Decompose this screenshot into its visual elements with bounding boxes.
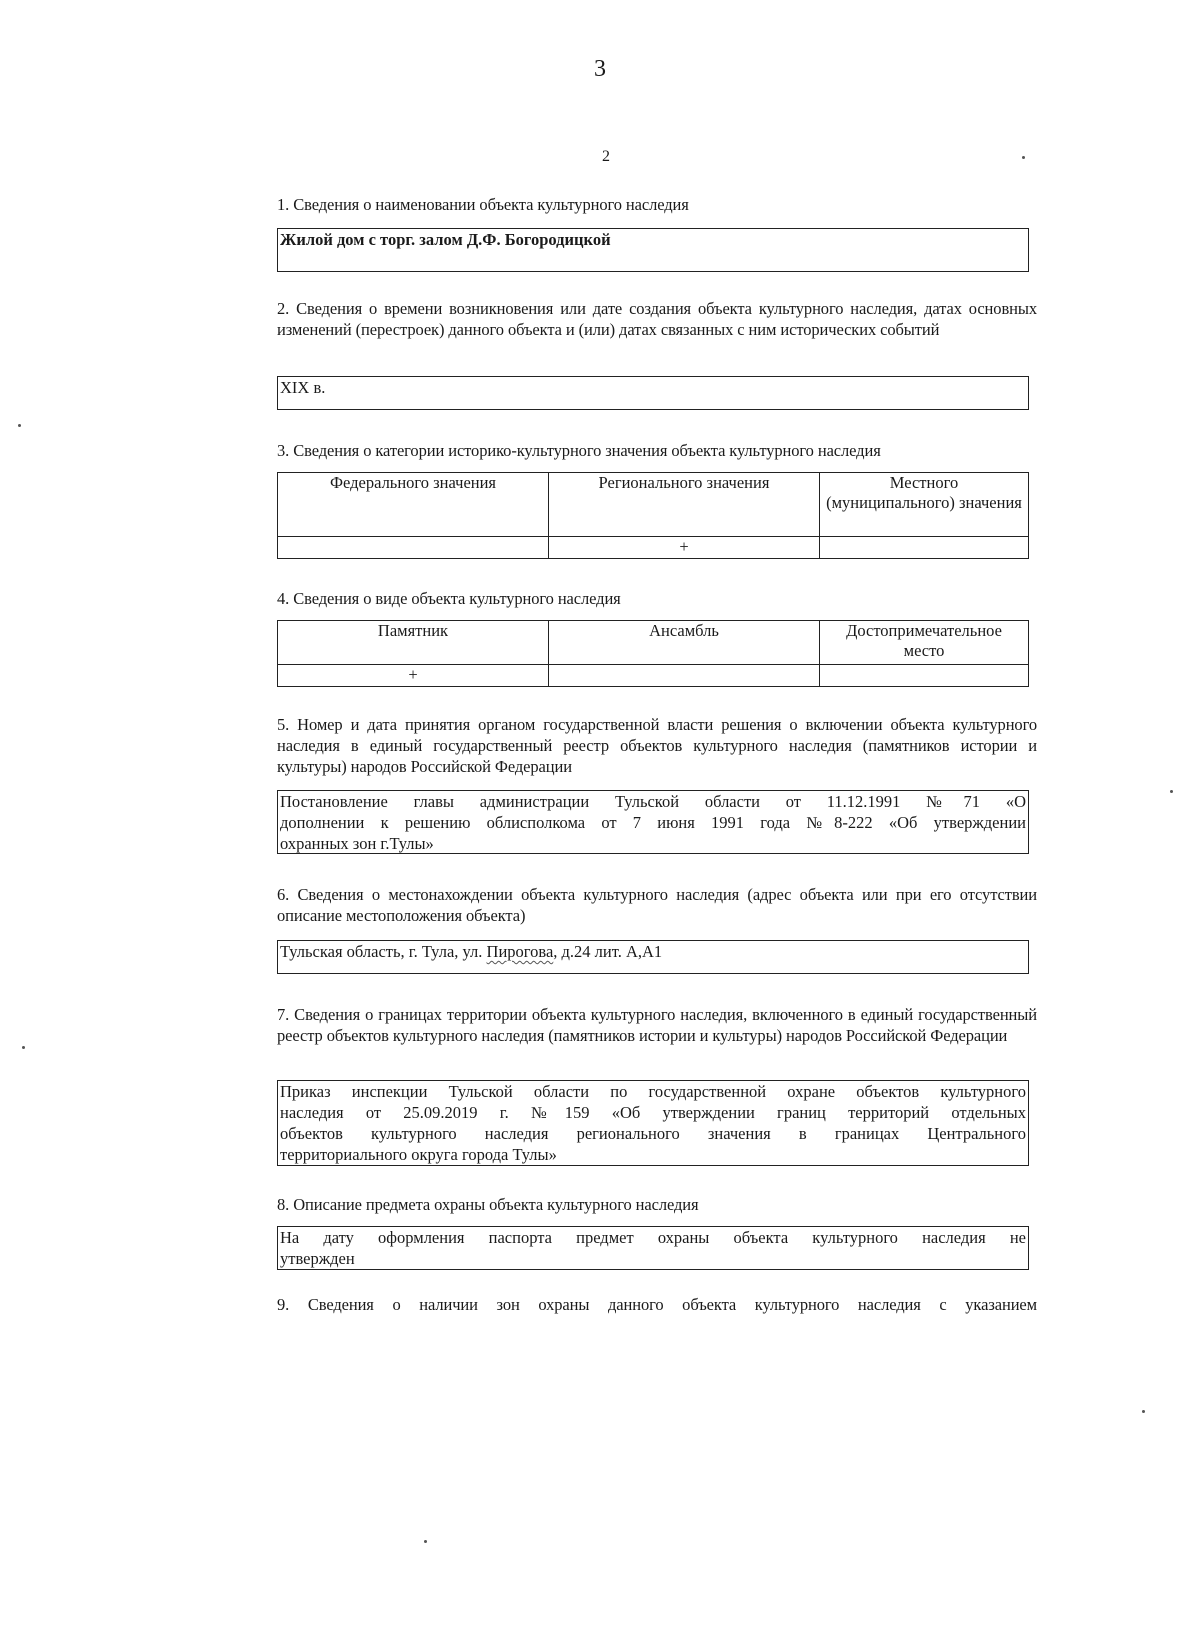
scan-speck	[1142, 1410, 1145, 1413]
section-3-heading: 3. Сведения о категории историко-культурного значения объекта культурного наследия	[277, 441, 881, 460]
section-7-value-box	[277, 1080, 1029, 1166]
type-col-ensemble: Ансамбль	[549, 621, 820, 665]
scan-speck	[424, 1540, 427, 1543]
scan-speck	[18, 424, 21, 427]
scan-speck	[1022, 156, 1025, 159]
registry-decision-line-3: охранных зон г.Тулы»	[280, 834, 434, 853]
category-mark-federal	[278, 537, 549, 559]
section-6-value-box	[277, 940, 1029, 974]
type-mark-monument: +	[278, 665, 549, 687]
category-mark-regional: +	[549, 537, 820, 559]
registry-decision-line-2: дополнении к решению облисполкома от 7 июня 1991 года №8-222 «Об утверждении	[280, 813, 1026, 832]
address-suffix: , д.24 лит. А,А1	[553, 942, 663, 961]
section-1-heading: 1. Сведения о наименовании объекта культурного наследия	[277, 195, 689, 214]
type-mark-ensemble	[549, 665, 820, 687]
scan-speck	[22, 1046, 25, 1049]
type-col-monument: Памятник	[278, 621, 549, 665]
type-col-landmark: Достопримечательное место	[820, 621, 1029, 665]
section-1-value-box	[277, 228, 1029, 272]
registry-decision-line-1: Постановление главы администрации Тульской области от 11.12.1991 №71 «О	[280, 792, 1026, 811]
address-prefix: Тульская область, г. Тула, ул.	[280, 942, 487, 961]
category-col-local: Местного (муниципального) значения	[820, 473, 1029, 537]
protection-subject-line-2: утвержден	[280, 1249, 355, 1268]
section-7-heading: 7. Сведения о границах территории объекта культурного наследия, включенного в единый государственный реестр объектов культурного наследия (памятников истории и культуры) народов Российской Федерации	[277, 1005, 1037, 1045]
section-2-value-box	[277, 376, 1029, 410]
scan-speck	[1170, 790, 1173, 793]
territory-order-line-3: объектов культурного наследия регионального значения в границах Центрального	[280, 1124, 1026, 1143]
page-number-outer: 3	[594, 56, 606, 82]
object-name: Жилой дом с торг. залом Д.Ф. Богородицкой	[280, 230, 611, 249]
category-table	[277, 472, 1029, 559]
section-8-heading: 8. Описание предмета охраны объекта культурного наследия	[277, 1195, 699, 1214]
section-8-value-box	[277, 1226, 1029, 1270]
section-6-heading: 6. Сведения о местонахождении объекта культурного наследия (адрес объекта или при его отсутствии описание местоположения объекта)	[277, 885, 1037, 925]
territory-order-line-1: Приказ инспекции Тульской области по государственной охране объектов культурного	[280, 1082, 1026, 1101]
territory-order-line-2: наследия от 25.09.2019 г. №159 «Об утверждении границ территорий отдельных	[280, 1103, 1026, 1122]
category-col-federal: Федерального значения	[278, 473, 549, 537]
protection-subject-line-1: На дату оформления паспорта предмет охраны объекта культурного наследия не	[280, 1228, 1026, 1247]
section-5-value-box	[277, 790, 1029, 854]
category-col-regional: Регионального значения	[549, 473, 820, 537]
category-mark-local	[820, 537, 1029, 559]
type-mark-landmark	[820, 665, 1029, 687]
section-9-heading: 9. Сведения о наличии зон охраны данного объекта культурного наследия с указанием	[277, 1295, 1037, 1314]
address-street: Пирогова	[486, 942, 554, 961]
section-5-heading: 5. Номер и дата принятия органом государственной власти решения о включении объекта культурного наследия в единый государственный реестр объектов культурного наследия (памятников истории и культуры) народов Российской Федерации	[277, 715, 1037, 776]
territory-order-line-4: территориального округа города Тулы»	[280, 1145, 557, 1164]
creation-date: XIX в.	[280, 378, 326, 397]
type-table	[277, 620, 1029, 687]
page-number-inner: 2	[602, 148, 610, 165]
section-4-heading: 4. Сведения о виде объекта культурного наследия	[277, 589, 621, 608]
section-2-heading: 2. Сведения о времени возникновения или дате создания объекта культурного наследия, датах основных изменений (перестроек) данного объекта и (или) датах связанных с ним исторических событий	[277, 299, 1037, 339]
